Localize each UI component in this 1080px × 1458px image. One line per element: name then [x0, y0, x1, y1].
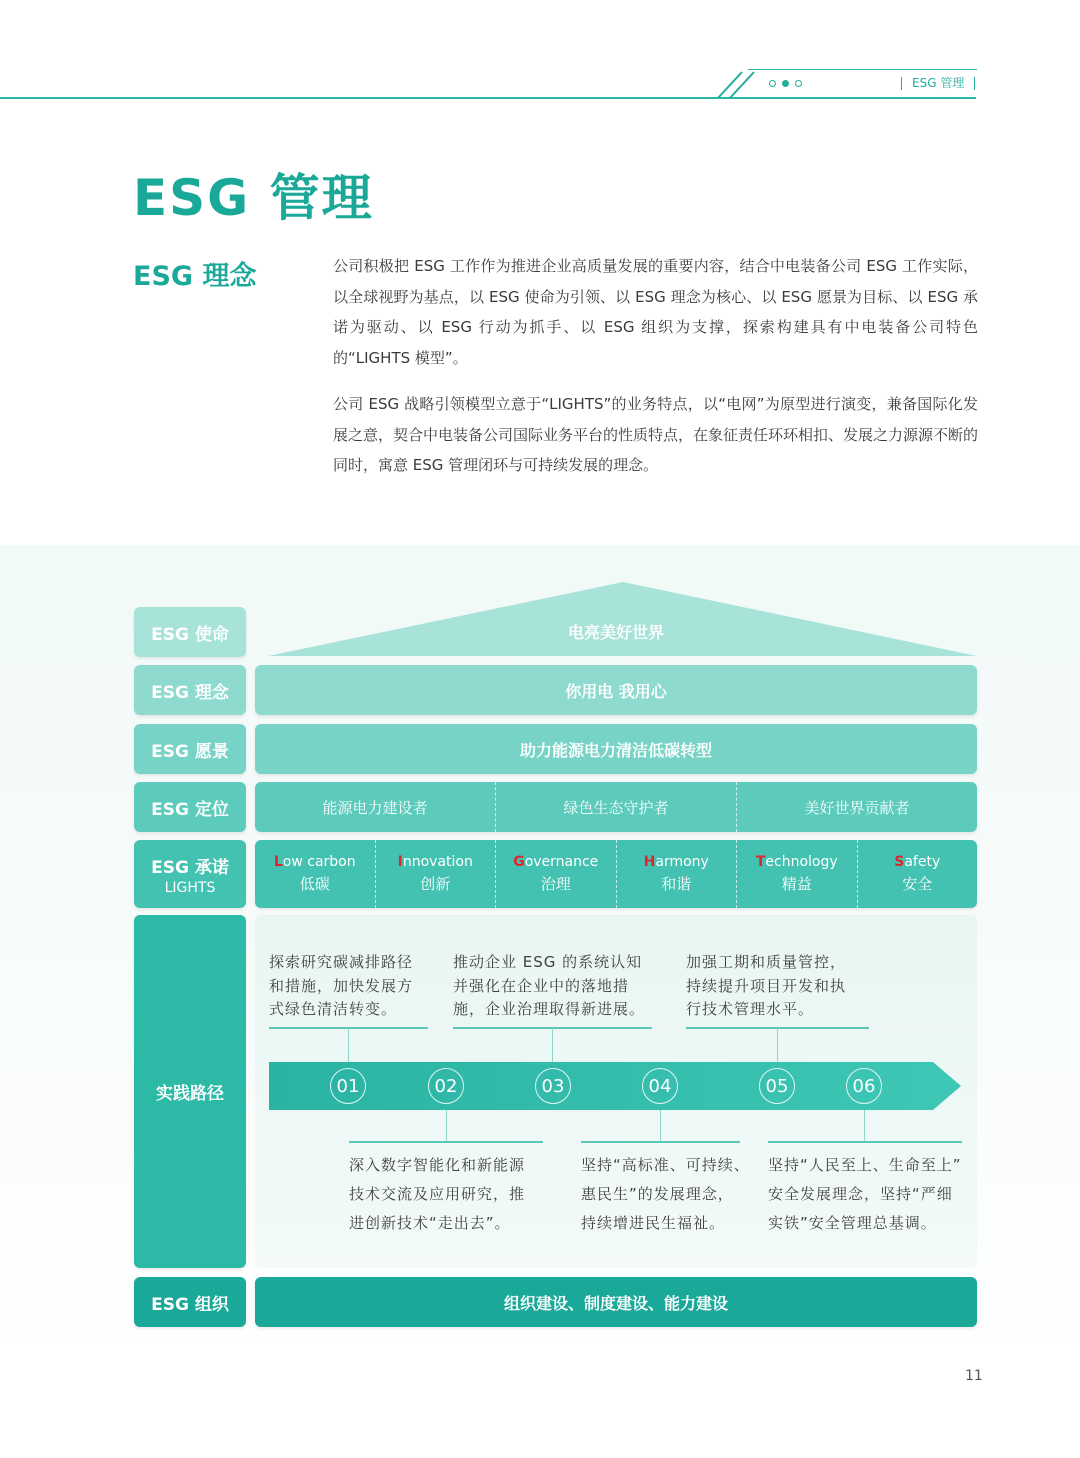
commitment-bar [255, 840, 977, 908]
header-label: ESG 管理 [912, 76, 965, 90]
header-divider [0, 97, 976, 99]
label-position [134, 782, 246, 832]
label-mission [134, 607, 246, 657]
label-commitment-sub: LIGHTS [164, 879, 216, 896]
practice-text-04: 坚持“高标准、可持续、 惠民生”的发展理念， 持续增进民生福祉。 [581, 1156, 750, 1232]
header-dot-icon [795, 80, 802, 87]
header-bar [974, 77, 975, 90]
practice-text-03: 推动企业 ESG 的系统认知 并强化在企业中的落地措 施，企业治理取得新进展。 [453, 953, 646, 1018]
organization-value: 组织建设、制度建设、能力建设 [503, 1293, 728, 1313]
connector-line [660, 1110, 661, 1142]
practice-text-05: 加强工期和质量管控， 持续提升项目开发和执 行技术管理水平。 [686, 953, 847, 1018]
position-item: 绿色生态守护者 [496, 782, 737, 832]
step-number: 06 [846, 1068, 882, 1104]
concept-bar [255, 665, 977, 715]
step-number: 04 [642, 1068, 678, 1104]
connector-line [581, 1141, 740, 1143]
concept-value: 你用电 我用心 [565, 681, 667, 701]
step-number: 02 [428, 1068, 464, 1104]
position-bar [255, 782, 977, 832]
label-vision-text: ESG 愿景 [151, 741, 229, 762]
connector-line [349, 1141, 543, 1143]
header-dot-icon [769, 80, 776, 87]
step-number: 01 [330, 1068, 366, 1104]
label-organization [134, 1277, 246, 1327]
position-item: 美好世界贡献者 [804, 798, 910, 817]
label-practice-text: 实践路径 [156, 1084, 224, 1104]
organization-bar [255, 1277, 977, 1327]
commitment-item: Innovation 创新 [376, 840, 497, 908]
label-vision [134, 724, 246, 774]
label-mission-text: ESG 使命 [151, 624, 229, 645]
section-title: ESG 理念 [133, 261, 257, 292]
connector-line [446, 1110, 447, 1142]
intro-paragraph-2: 公司 ESG 战略引领模型立意于“LIGHTS”的业务特点，以“电网”为原型进行演变，兼备国际化发展之意，契合中电装备公司国际业务平台的性质特点，在象征责任环环相扣、发展之力源源不断的同时，寓意 ESG 管理闭环与可持续发展的理念。 [333, 395, 979, 474]
label-concept [134, 665, 246, 715]
label-organization-text: ESG 组织 [151, 1294, 229, 1315]
connector-line [777, 1028, 778, 1062]
intro-paragraph-1: 公司积极把 ESG 工作作为推进企业高质量发展的重要内容，结合中电装备公司 ESG 工作实际，以全球视野为基点，以 ESG 使命为引领、以 ESG 理念为核心、以 ESG 愿景为目标、以 ESG 承诺为驱动、以 ESG 行动为抓手、以 ESG 组织为支撑，探索构建具有中电装备公司特色的“LIGHTS 模型”。 [333, 257, 978, 367]
practice-text-01: 探索研究碳减排路径 和措施，加快发展方 式绿色清洁转变。 [269, 953, 414, 1018]
header-bar [901, 77, 902, 90]
mission-value: 电亮美好世界 [567, 623, 664, 642]
connector-line [552, 1028, 553, 1062]
commitment-item: Technology 精益 [737, 840, 858, 908]
header-slash-icon [716, 70, 768, 100]
connector-line [768, 1141, 962, 1143]
commitment-item: Governance 治理 [496, 840, 617, 908]
vision-value: 助力能源电力清洁低碳转型 [519, 740, 712, 760]
step-number: 03 [535, 1068, 571, 1104]
commitment-item: Harmony 和谐 [617, 840, 738, 908]
commitment-item: Safety 安全 [894, 854, 941, 893]
step-number: 05 [759, 1068, 795, 1104]
header-dot-icon [782, 80, 789, 87]
position-item: 能源电力建设者 [255, 782, 496, 832]
page-title: ESG 管理 [133, 169, 374, 227]
page-number: 11 [965, 1368, 983, 1384]
header-top-line [748, 69, 977, 70]
connector-line [864, 1110, 865, 1142]
practice-text-02: 深入数字智能化和新能源 技术交流及应用研究，推 进创新技术“走出去”。 [349, 1156, 526, 1232]
label-position-text: ESG 定位 [151, 799, 229, 820]
vision-bar [255, 724, 977, 774]
mission-roof [255, 580, 977, 658]
label-commitment-text: ESG 承诺 [151, 857, 229, 878]
label-concept-text: ESG 理念 [151, 682, 229, 703]
commitment-item: Low carbon 低碳 [255, 840, 376, 908]
label-commitment [134, 840, 246, 908]
label-practice [134, 915, 246, 1268]
practice-text-06: 坚持“人民至上、生命至上” 安全发展理念，坚持“严细 实铁”安全管理总基调。 [768, 1156, 962, 1232]
connector-line [348, 1028, 349, 1062]
